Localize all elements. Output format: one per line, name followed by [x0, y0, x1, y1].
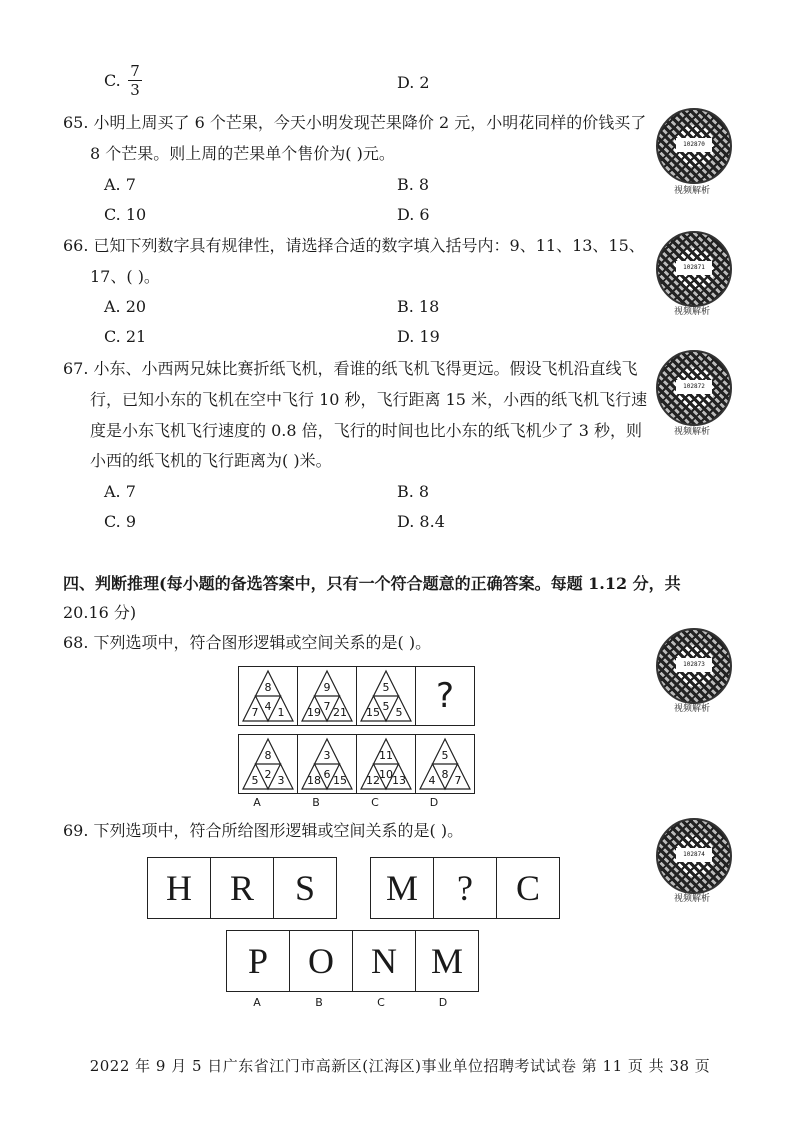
- q68-question-cell-2: [298, 667, 357, 725]
- q69-stem: 69. 下列选项中，符合所给图形逻辑或空间关系的是( )。: [63, 821, 464, 840]
- qr-code-id: 102872: [676, 380, 712, 394]
- q68-option-a-figure[interactable]: [239, 735, 298, 793]
- section-4-header-line2: 20.16 分): [63, 603, 137, 622]
- q69-group1-letter-3: S: [294, 868, 316, 908]
- q68-option-a-label: A: [253, 796, 261, 809]
- q69-group1-letter-1: H: [148, 858, 211, 918]
- q69-option-c-figure[interactable]: N: [353, 931, 416, 991]
- q69-option-a-label: A: [253, 996, 261, 1009]
- triangle-number-right: 15: [333, 774, 347, 787]
- triangle-figure: [416, 735, 474, 793]
- q68-question-row: [238, 666, 475, 726]
- q65-stem-line2: 8 个芒果。则上周的芒果单个售价为( )元。: [90, 144, 395, 163]
- q68-options-row: [238, 734, 475, 794]
- q66-stem-line2: 17、( )。: [90, 267, 160, 286]
- q68-option-b-label: B: [312, 796, 320, 809]
- q65-option-d: D. 6: [397, 205, 430, 224]
- q66-stem-line1: 66. 已知下列数字具有规律性，请选择合适的数字填入括号内：9、11、13、15、: [63, 236, 645, 255]
- triangle-number-top: 5: [441, 749, 449, 762]
- qr-code-icon[interactable]: [656, 108, 732, 184]
- triangle-number-left: 18: [307, 774, 321, 787]
- qr-label: 视频解析: [673, 427, 710, 437]
- qr-code-id: 102874: [676, 848, 712, 862]
- section-4-header-line1: 四、判断推理(每小题的备选答案中，只有一个符合题意的正确答案。每题 1.12 分，共: [63, 574, 681, 593]
- q67-stem-line4: 小西的纸飞机的飞行距离为( )米。: [90, 451, 332, 470]
- q68-option-d-figure[interactable]: [416, 735, 474, 793]
- triangle-number-top: 11: [379, 749, 393, 762]
- qr-label: 视频解析: [673, 704, 710, 714]
- q64-option-d: D. 2: [397, 73, 430, 92]
- q69-group-2: [370, 857, 560, 919]
- q67-option-a: A. 7: [104, 482, 136, 501]
- q65-option-a: A. 7: [104, 175, 136, 194]
- q69-group1-letter-2: R: [211, 858, 274, 918]
- q66-option-c: C. 21: [104, 327, 147, 346]
- triangle-figure: [357, 735, 415, 793]
- q67-stem-line2: 行，已知小东的飞机在空中飞行 10 秒，飞行距离 15 米，小西的纸飞机飞行速: [90, 390, 648, 409]
- triangle-number-mid: 2: [264, 768, 272, 781]
- triangle-number-left: 12: [366, 774, 380, 787]
- q69-group2-question-mark: ?: [434, 858, 497, 918]
- triangle-number-top: 8: [264, 681, 272, 694]
- triangle-number-mid: 10: [379, 768, 393, 781]
- triangle-number-top: 5: [382, 681, 390, 694]
- triangle-number-right: 13: [392, 774, 406, 787]
- triangle-number-left: 19: [307, 706, 321, 719]
- triangle-figure: [357, 667, 415, 725]
- qr-code-icon[interactable]: [656, 628, 732, 704]
- q69-group-1: [147, 857, 337, 919]
- triangle-number-mid: 7: [323, 700, 331, 713]
- q65-option-b: B. 8: [397, 175, 430, 194]
- q64-option-c-label: C.: [104, 71, 121, 90]
- q68-option-b-figure[interactable]: [298, 735, 357, 793]
- q67-option-d: D. 8.4: [397, 512, 445, 531]
- triangle-number-mid: 8: [441, 768, 449, 781]
- triangle-number-left: 5: [251, 774, 259, 787]
- q69-group2-letter-3: C: [515, 868, 540, 908]
- triangle-number-right: 21: [333, 706, 347, 719]
- triangle-number-top: 3: [323, 749, 331, 762]
- q64-option-c-fraction: [128, 62, 142, 99]
- triangle-number-mid: 4: [264, 700, 272, 713]
- triangle-number-right: 1: [277, 706, 285, 719]
- q69-option-a-figure[interactable]: P: [227, 931, 290, 991]
- q69-options-row: [226, 930, 479, 992]
- qr-label: 视频解析: [673, 186, 710, 196]
- q69-option-c-label: C: [377, 996, 385, 1009]
- triangle-number-left: 15: [366, 706, 380, 719]
- q66-option-d: D. 19: [397, 327, 440, 346]
- qr-code-id: 102870: [676, 138, 712, 152]
- triangle-number-mid: 6: [323, 768, 331, 781]
- q68-option-d-label: D: [429, 796, 439, 809]
- q68-option-c-label: C: [371, 796, 379, 809]
- triangle-number-top: 9: [323, 681, 331, 694]
- page-footer: 2022 年 9 月 5 日广东省江门市高新区(江海区)事业单位招聘考试试卷 第 11 页 共 38 页: [89, 1057, 711, 1075]
- triangle-number-right: 3: [277, 774, 285, 787]
- q69-option-b-label: B: [315, 996, 323, 1009]
- triangle-figure: [298, 735, 356, 793]
- qr-label: 视频解析: [673, 894, 710, 904]
- q68-question-cell-3: [357, 667, 416, 725]
- q68-stem: 68. 下列选项中，符合图形逻辑或空间关系的是( )。: [63, 633, 432, 652]
- q69-group2-letter-1: M: [371, 858, 434, 918]
- triangle-figure: [239, 735, 297, 793]
- triangle-figure: [239, 667, 297, 725]
- triangle-number-right: 7: [454, 774, 462, 787]
- triangle-number-left: 7: [251, 706, 259, 719]
- triangle-number-right: 5: [395, 706, 403, 719]
- q69-option-d-label: D: [438, 996, 448, 1009]
- q68-option-c-figure[interactable]: [357, 735, 416, 793]
- q68-question-cell-4: [416, 667, 474, 725]
- q67-option-c: C. 9: [104, 512, 137, 531]
- fraction-denominator: 3: [130, 81, 140, 99]
- qr-code-id: 102873: [676, 658, 712, 672]
- q66-option-a: A. 20: [104, 297, 147, 316]
- qr-code-id: 102871: [676, 261, 712, 275]
- q67-option-b: B. 8: [397, 482, 430, 501]
- question-mark: ?: [435, 676, 455, 716]
- q68-question-cell-1: [239, 667, 298, 725]
- q66-option-b: B. 18: [397, 297, 440, 316]
- qr-code-icon[interactable]: [656, 350, 732, 426]
- qr-code-icon[interactable]: [656, 818, 732, 894]
- q67-stem-line1: 67. 小东、小西两兄妹比赛折纸飞机，看谁的纸飞机飞得更远。假设飞机沿直线飞: [63, 359, 638, 378]
- q65-stem-line1: 65. 小明上周买了 6 个芒果，今天小明发现芒果降价 2 元，小明花同样的价钱买了: [63, 113, 647, 132]
- q65-option-c: C. 10: [104, 205, 147, 224]
- triangle-figure: [298, 667, 356, 725]
- q69-option-d-figure[interactable]: M: [430, 941, 463, 981]
- q69-option-b-figure[interactable]: O: [290, 931, 353, 991]
- q67-stem-line3: 度是小东飞机飞行速度的 0.8 倍，飞行的时间也比小东的纸飞机少了 3 秒，则: [90, 421, 642, 440]
- qr-label: 视频解析: [673, 307, 710, 317]
- triangle-number-left: 4: [428, 774, 436, 787]
- qr-code-icon[interactable]: [656, 231, 732, 307]
- fraction-numerator: 7: [128, 62, 142, 81]
- triangle-number-mid: 5: [382, 700, 390, 713]
- triangle-number-top: 8: [264, 749, 272, 762]
